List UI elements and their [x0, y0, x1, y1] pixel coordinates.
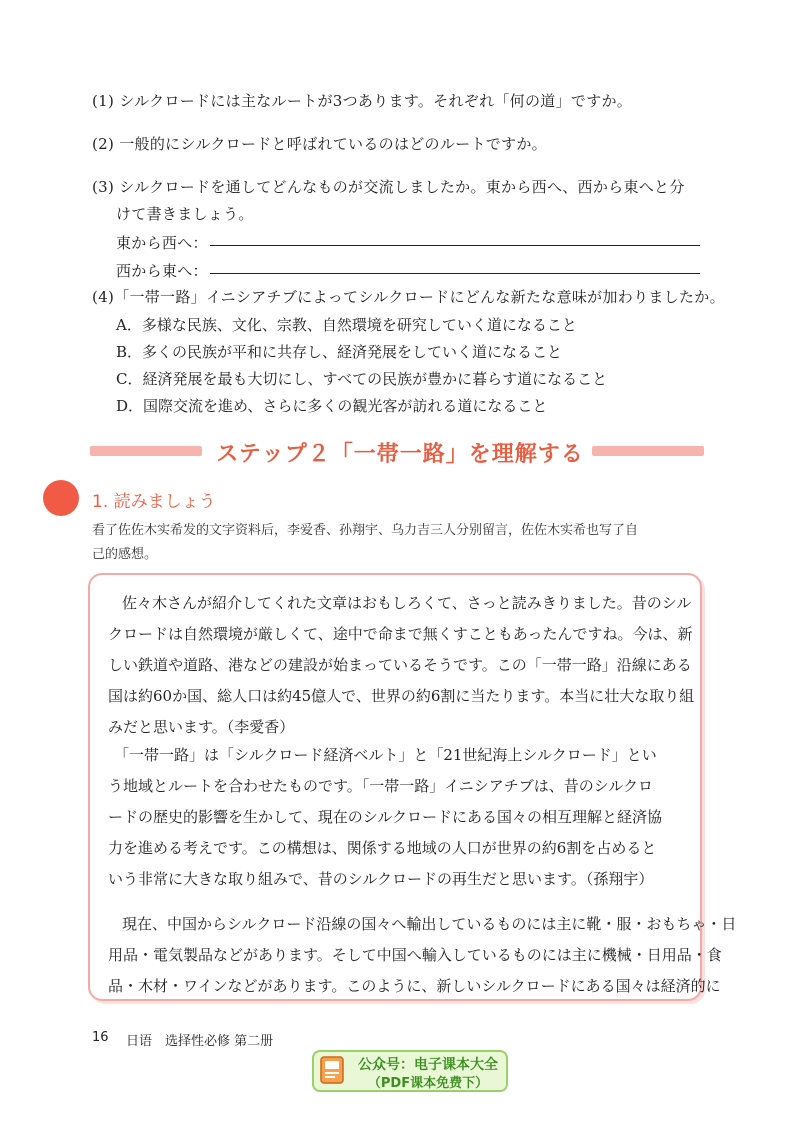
page-number: 16	[92, 1030, 109, 1045]
question-3-line-2: けて書きましょう。	[116, 205, 254, 223]
east-to-west-label: 東から西へ：	[116, 234, 208, 252]
question-1: (1) シルクロードには主なルートが3つあります。それぞれ「何の道」ですか。	[92, 92, 633, 110]
paragraph-line: 力を進める考えです。この構想は、関係する地域の人口が世界の約6割を占めると	[108, 839, 657, 857]
option-a: A．多様な民族、文化、宗教、自然環境を研究していく道になること	[116, 316, 577, 334]
paragraph-line: 国は約60か国、総人口は約45億人で、世界の約6割に当たります。本当に壮大な取り組	[108, 687, 695, 705]
watermark-line-1: 公众号：电子课本大全	[358, 1057, 498, 1073]
option-c: C．経済発展を最も大切にし、すべての民族が豊かに暮らす道になること	[116, 370, 608, 388]
question-2: (2) 一般的にシルクロードと呼ばれているのはどのルートですか。	[92, 135, 547, 153]
option-d: D．国際交流を進め、さらに多くの観光客が訪れる道になること	[116, 397, 548, 415]
question-4: (4)「一帯一路」イニシアチブによってシルクロードにどんな新たな意味が加わりましたか。	[92, 288, 725, 306]
reading-intro-line-1: 看了佐佐木实希发的文字资料后，李爱香、孙翔宇、乌力吉三人分别留言，佐佐木实希也写了自	[92, 523, 639, 538]
option-b: B．多くの民族が平和に共存し、経済発展をしていく道になること	[116, 343, 563, 361]
watermark-line-2: （PDF课本免费下）	[367, 1076, 489, 1091]
east-to-west-answer-line[interactable]	[210, 245, 700, 246]
reading-intro-line-2: 己的感想。	[92, 547, 158, 562]
west-to-east-label: 西から東へ：	[116, 262, 208, 280]
step-title: ステップ２「一帯一路」を理解する	[216, 442, 584, 467]
paragraph-line: みだと思います。（李愛香）	[108, 718, 295, 736]
paragraph-line: 佐々木さんが紹介してくれた文章はおもしろくて、さっと読みきりました。昔のシル	[122, 594, 692, 612]
section-circle-icon	[43, 480, 79, 516]
paragraph-line: う地域とルートを合わせたものです。「一帯一路」イニシアチブは、昔のシルクロ	[108, 777, 654, 795]
paragraph-sasaki	[108, 909, 737, 1002]
west-to-east-answer-line[interactable]	[210, 273, 700, 274]
reading-heading: 1. 読みましょう	[92, 492, 216, 512]
paragraph-line: 現在、中国からシルクロード沿線の国々へ輸出しているものには主に靴・服・おもちゃ・日	[122, 915, 737, 933]
paragraph-line: いう非常に大きな取り組みで、昔のシルクロードの再生だと思います。（孫翔宇）	[108, 870, 654, 888]
watermark-badge	[312, 1050, 508, 1092]
paragraph-line: クロードは自然環境が厳しくて、途中で命まで無くすこともあったんですね。今は、新	[108, 625, 693, 643]
textbook-logo-icon	[318, 1055, 348, 1087]
paragraph-li-aixiang	[108, 588, 693, 743]
paragraph-line: 用品・電気製品などがあります。そして中国へ輸入しているものには主に機械・日用品・食	[108, 946, 722, 964]
paragraph-line: しい鉄道や道路、港などの建設が始まっているそうです。この「一帯一路」沿線にある	[108, 656, 692, 674]
paragraph-line: ードの歴史的影響を生かして、現在のシルクロードにある国々の相互理解と経済協	[108, 808, 663, 826]
paragraph-line: 「一帯一路」は「シルクロード経済ベルト」と「21世紀海上シルクロード」とい	[114, 746, 657, 764]
book-title: 日语 选择性必修 第二册	[126, 1034, 274, 1049]
question-3-line-1: (3) シルクロードを通してどんなものが交流しましたか。東から西へ、西から東へと分	[92, 178, 685, 196]
paragraph-sun-xiangyu	[108, 740, 693, 895]
paragraph-line: 品・木材・ワインなどがあります。このように、新しいシルクロードにある国々は経済的に	[108, 977, 721, 995]
